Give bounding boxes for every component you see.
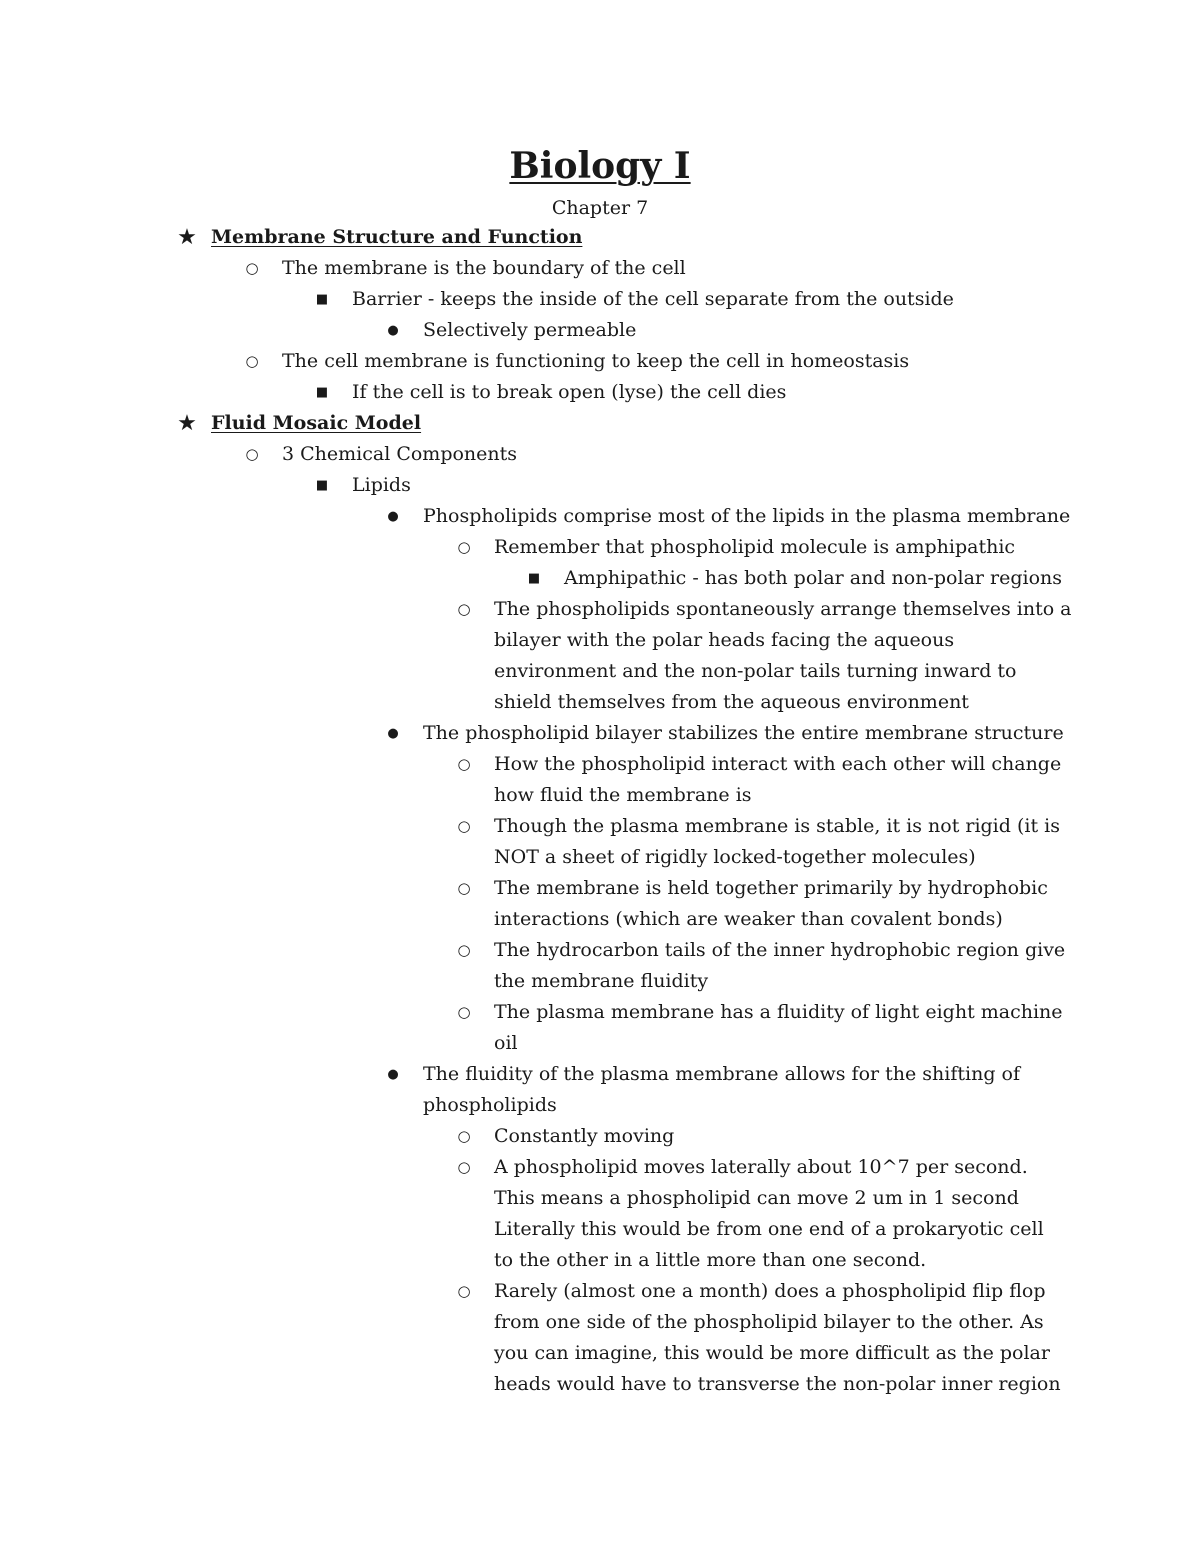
outline-text: bilayer with the polar heads facing the aqueous [494, 629, 955, 651]
circle-bullet-icon: ○ [457, 1282, 471, 1300]
circle-bullet-icon: ○ [457, 1127, 471, 1145]
outline-line [0, 687, 1200, 718]
circle-bullet-icon: ○ [457, 817, 471, 835]
outline-text: If the cell is to break open (lyse) the cell dies [352, 381, 787, 403]
dot-bullet-icon: ● [387, 726, 399, 741]
circle-bullet-icon: ○ [457, 1003, 471, 1021]
square-bullet-icon: ■ [527, 571, 541, 586]
outline-line [0, 1307, 1200, 1338]
circle-bullet-icon: ○ [245, 352, 259, 370]
outline-line [0, 1369, 1200, 1400]
circle-bullet-icon: ○ [457, 1158, 471, 1176]
outline-text: oil [494, 1032, 518, 1054]
outline-text: How the phospholipid interact with each other will change [494, 753, 1062, 775]
outline-text: The phospholipids spontaneously arrange themselves into a [494, 598, 1072, 620]
outline-text: A phospholipid moves laterally about 10^7 per second. [494, 1156, 1028, 1178]
outline-text: Remember that phospholipid molecule is amphipathic [494, 536, 1016, 558]
dot-bullet-icon: ● [387, 323, 399, 338]
outline-text: how fluid the membrane is [494, 784, 752, 806]
outline-line [0, 780, 1200, 811]
outline-line [0, 749, 1200, 780]
outline-line [0, 563, 1200, 594]
star-bullet-icon: ★ [177, 411, 197, 436]
outline-text: Selectively permeable [423, 319, 637, 341]
outline-text: the membrane fluidity [494, 970, 709, 992]
document-title: Biology I [509, 145, 691, 187]
outline-text: to the other in a little more than one second. [494, 1249, 927, 1271]
outline-line [0, 439, 1200, 470]
outline-line [0, 1245, 1200, 1276]
outline-text: Rarely (almost one a month) does a phospholipid flip flop [494, 1280, 1046, 1302]
outline-text: The cell membrane is functioning to keep the cell in homeostasis [282, 350, 910, 372]
outline-line [0, 470, 1200, 501]
outline-text: The membrane is held together primarily by hydrophobic [494, 877, 1048, 899]
outline-line [0, 1059, 1200, 1090]
document-subtitle: Chapter 7 [551, 197, 649, 219]
outline-line [0, 1214, 1200, 1245]
outline-text: you can imagine, this would be more difficult as the polar [494, 1342, 1050, 1364]
circle-bullet-icon: ○ [457, 755, 471, 773]
outline-text: Though the plasma membrane is stable, it is not rigid (it is [494, 815, 1060, 837]
outline-line [0, 811, 1200, 842]
outline-line [0, 1090, 1200, 1121]
dot-bullet-icon: ● [387, 1067, 399, 1082]
outline-line [0, 532, 1200, 563]
square-bullet-icon: ■ [315, 292, 329, 307]
circle-bullet-icon: ○ [457, 600, 471, 618]
outline-line [0, 346, 1200, 377]
outline-text: Amphipathic - has both polar and non-polar regions [564, 567, 1063, 589]
outline-text: Phospholipids comprise most of the lipids in the plasma membrane [423, 505, 1071, 527]
outline-line [0, 1183, 1200, 1214]
outline-line [0, 1028, 1200, 1059]
outline-text: This means a phospholipid can move 2 um in 1 second [494, 1187, 1019, 1209]
outline-text: shield themselves from the aqueous environment [494, 691, 969, 713]
circle-bullet-icon: ○ [457, 941, 471, 959]
outline-text: The hydrocarbon tails of the inner hydrophobic region give [494, 939, 1066, 961]
outline-line [0, 1276, 1200, 1307]
outline-text: The membrane is the boundary of the cell [282, 257, 686, 279]
outline-text: from one side of the phospholipid bilayer to the other. As [494, 1311, 1044, 1333]
outline-line [0, 997, 1200, 1028]
outline-line [0, 284, 1200, 315]
square-bullet-icon: ■ [315, 478, 329, 493]
section-heading-text: Fluid Mosaic Model [211, 412, 422, 434]
circle-bullet-icon: ○ [245, 259, 259, 277]
outline-line [0, 873, 1200, 904]
outline-text: environment and the non-polar tails turning inward to [494, 660, 1017, 682]
outline-line [0, 656, 1200, 687]
outline-line [0, 904, 1200, 935]
outline-text: The plasma membrane has a fluidity of light eight machine [494, 1001, 1063, 1023]
outline-text: interactions (which are weaker than covalent bonds) [494, 908, 1003, 930]
outline-text: phospholipids [423, 1094, 557, 1116]
square-bullet-icon: ■ [315, 385, 329, 400]
circle-bullet-icon: ○ [457, 538, 471, 556]
outline-line [0, 594, 1200, 625]
star-bullet-icon: ★ [177, 225, 197, 250]
section-heading [0, 408, 1200, 439]
outline-line [0, 842, 1200, 873]
outline-text: Literally this would be from one end of a prokaryotic cell [494, 1218, 1044, 1240]
circle-bullet-icon: ○ [245, 445, 259, 463]
outline-line [0, 315, 1200, 346]
outline-line [0, 501, 1200, 532]
outline-line [0, 253, 1200, 284]
outline-line [0, 625, 1200, 656]
outline-text: Barrier - keeps the inside of the cell separate from the outside [352, 288, 954, 310]
outline-text: Constantly moving [494, 1125, 675, 1147]
outline-line [0, 935, 1200, 966]
dot-bullet-icon: ● [387, 509, 399, 524]
outline-line [0, 1338, 1200, 1369]
circle-bullet-icon: ○ [457, 879, 471, 897]
outline-line [0, 377, 1200, 408]
outline-text: 3 Chemical Components [282, 443, 518, 465]
outline-text: The fluidity of the plasma membrane allows for the shifting of [423, 1063, 1021, 1085]
outline-line [0, 1121, 1200, 1152]
section-heading-text: Membrane Structure and Function [211, 226, 583, 248]
section-heading [0, 222, 1200, 253]
outline-text: heads would have to transverse the non-polar inner region [494, 1373, 1061, 1395]
outline-line [0, 718, 1200, 749]
outline-text: The phospholipid bilayer stabilizes the entire membrane structure [423, 722, 1064, 744]
outline-line [0, 966, 1200, 997]
outline-line [0, 1152, 1200, 1183]
outline-text: NOT a sheet of rigidly locked-together molecules) [494, 846, 976, 868]
outline-text: Lipids [352, 474, 411, 496]
